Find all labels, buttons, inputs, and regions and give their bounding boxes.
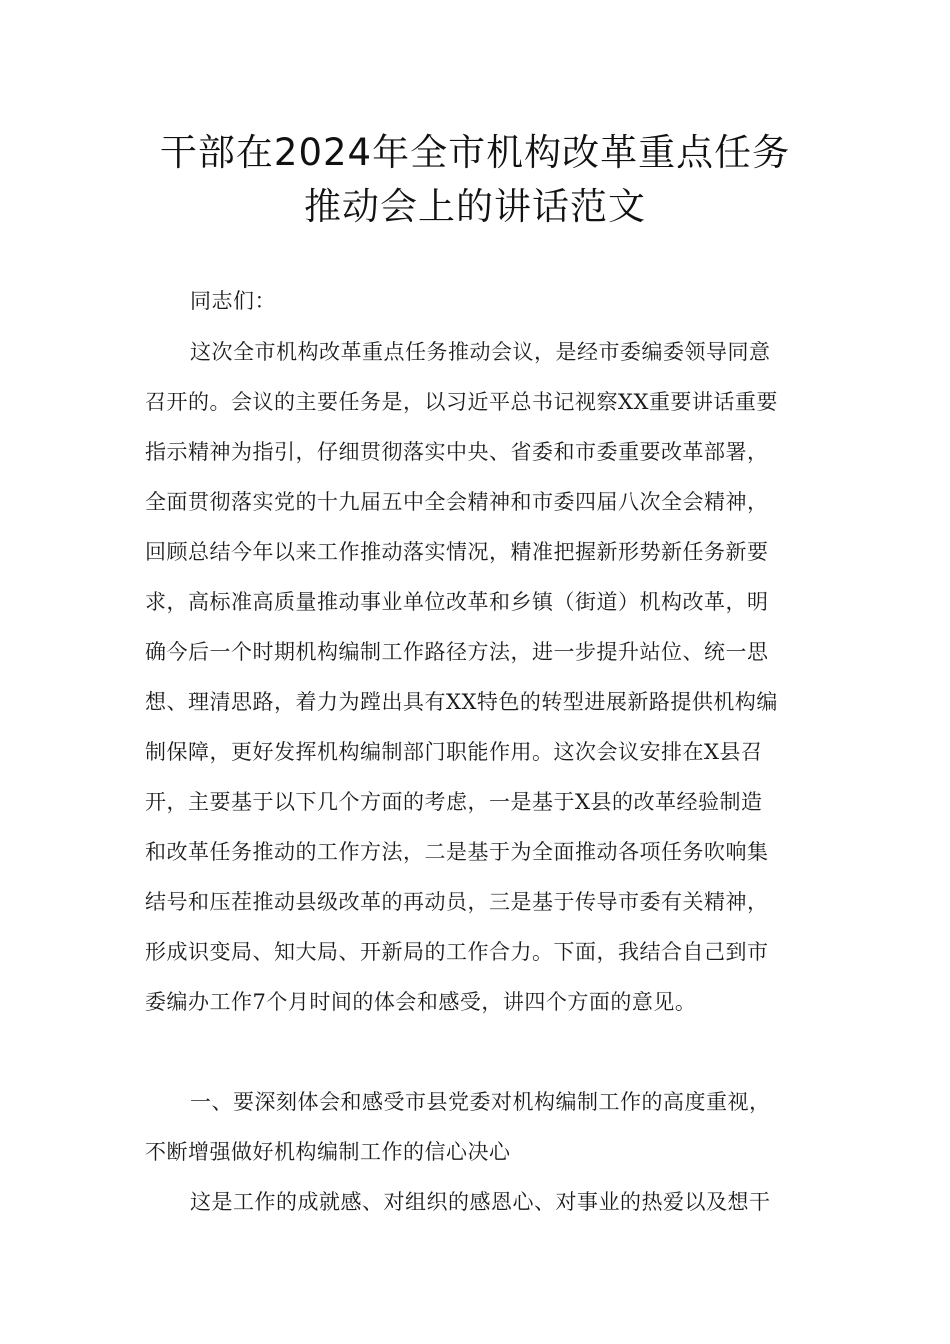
paragraph-2-line: 这是工作的成就感、对组织的感恩心、对事业的热爱以及想干 [190,1190,771,1214]
section-1-heading-line: 不断增强做好机构编制工作的信心决心 [145,1140,511,1164]
paragraph-1-line: 这次全市机构改革重点任务推动会议，是经市委编委领导同意 [190,340,771,364]
paragraph-1-line: 求，高标准高质量推动事业单位改革和乡镇（街道）机构改革，明 [145,590,769,614]
paragraph-1-line: 制保障，更好发挥机构编制部门职能作用。这次会议安排在X县召 [145,740,763,764]
paragraph-1-line: 召开的。会议的主要任务是，以习近平总书记视察XX重要讲话重要 [145,390,778,414]
paragraph-1-line: 和改革任务推动的工作方法，二是基于为全面推动各项任务吹响集 [145,840,769,864]
paragraph-1-line: 开，主要基于以下几个方面的考虑，一是基于X县的改革经验制造 [145,790,763,814]
paragraph-1-line: 形成识变局、知大局、开新局的工作合力。下面，我结合自己到市 [145,940,769,964]
paragraph-1-line: 确今后一个时期机构编制工作路径方法，进一步提升站位、统一思 [145,640,769,664]
paragraph-1-line: 全面贯彻落实党的十九届五中全会精神和市委四届八次全会精神， [145,490,769,514]
paragraph-1-line: 结号和压茬推动县级改革的再动员，三是基于传导市委有关精神， [145,890,769,914]
document-title-line-1: 干部在2024年全市机构改革重点任务 [159,131,791,174]
paragraph-1-line: 指示精神为指引，仔细贯彻落实中央、省委和市委重要改革部署， [145,440,769,464]
section-1-heading-line: 一、要深刻体会和感受市县党委对机构编制工作的高度重视， [190,1090,771,1114]
paragraph-1-line: 回顾总结今年以来工作推动落实情况，精准把握新形势新任务新要 [145,540,769,564]
paragraph-1-line: 想、理清思路，着力为蹚出具有XX特色的转型进展新路提供机构编 [145,690,778,714]
salutation: 同志们： [190,289,276,313]
document-title-line-2: 推动会上的讲话范文 [304,185,646,228]
paragraph-1-line: 委编办工作7个月时间的体会和感受，讲四个方面的意见。 [145,990,697,1014]
